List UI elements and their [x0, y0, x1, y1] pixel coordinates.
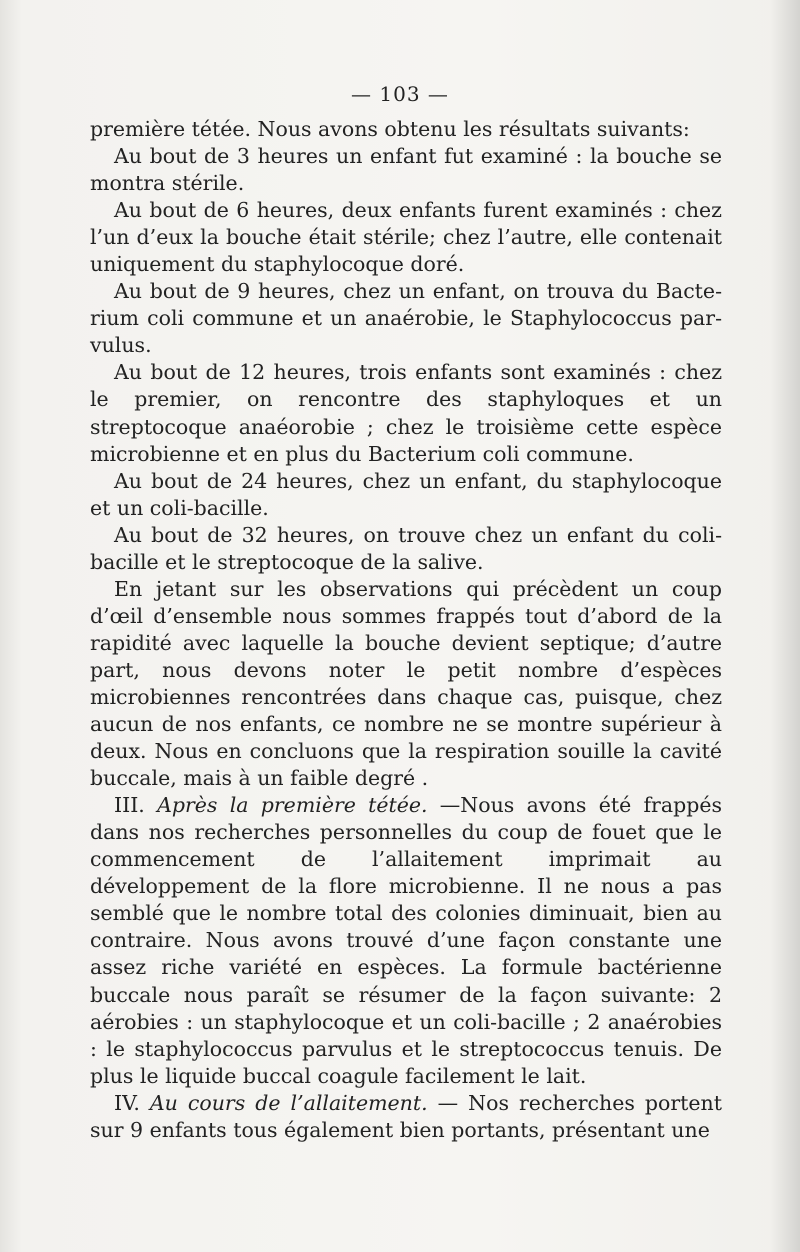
paragraph: Au bout de 24 heures, chez un enfant, du staphylocoque et un coli-bacille.: [90, 468, 722, 520]
paragraph: Au bout de 6 heures, deux enfants furent examinés : chez l’un d’eux la bouche était stérile; chez l’autre, elle contenait uniquement du staphylocoque doré.: [90, 198, 722, 277]
section-text: — Nos recherches portent sur 9 enfants tous également bien portants, présentant une: [90, 1090, 722, 1142]
page-number: — 103 —: [351, 82, 449, 106]
paragraph: Au bout de 9 heures, chez un enfant, on trouva du Bacterium coli commune et un anaérobie, le Staphylococcus parvulus.: [90, 279, 722, 358]
paragraph-section-iv: [90, 1090, 722, 1144]
section-title: Au cours de l’allaitement.: [149, 1090, 428, 1115]
paragraph: Au bout de 12 heures, trois enfants sont examinés : chez le premier, on rencontre des staphyloques et un streptocoque anaéorobie ; chez le troisième cette espèce microbienne et en plus du Bacterium coli commune.: [90, 360, 722, 466]
section-text: —Nous avons été frappés dans nos recherches personnelles du coup de fouet que le commencement de l’allaitement imprimait au développement de la flore microbienne. Il ne nous a pas semblé que le nombre total des colonies diminuait, bien au contraire. Nous avons trouvé d’une façon constante une assez riche variété en espèces. La formule bactérienne buccale nous paraît se résumer de la façon suivante: 2 aérobies : un staphylocoque et un coli-bacille ; 2 anaérobies : le staphylococcus parvulus et le streptococcus tenuis. De plus le liquide buccal coagule facilement le lait.: [90, 793, 722, 1088]
paragraph: première tétée. Nous avons obtenu les résultats suivants:: [90, 117, 690, 141]
paragraph: En jetant sur les observations qui précèdent un coup d’œil d’ensemble nous sommes frappés tout d’abord de la rapidité avec laquelle la bouche devient septique; d’autre part, nous devons noter le petit nombre d’espèces microbiennes rencontrées dans chaque cas, puisque, chez aucun de nos enfants, ce nombre ne se montre supérieur à deux. Nous en concluons que la respiration souille la cavité buccale, mais à un faible degré .: [90, 576, 722, 791]
section-number: III.: [114, 793, 145, 818]
section-number: IV.: [114, 1090, 140, 1115]
paragraph: Au bout de 3 heures un enfant fut examiné : la bouche se montra stérile.: [90, 144, 722, 196]
body-text: [90, 116, 722, 1144]
page-edge-shadow: [770, 0, 800, 1252]
section-title: Après la première tétée.: [157, 793, 428, 818]
paragraph: Au bout de 32 heures, on trouve chez un enfant du colibacille et le streptocoque de la salive.: [90, 522, 722, 574]
paragraph-section-iii: [90, 792, 722, 1090]
